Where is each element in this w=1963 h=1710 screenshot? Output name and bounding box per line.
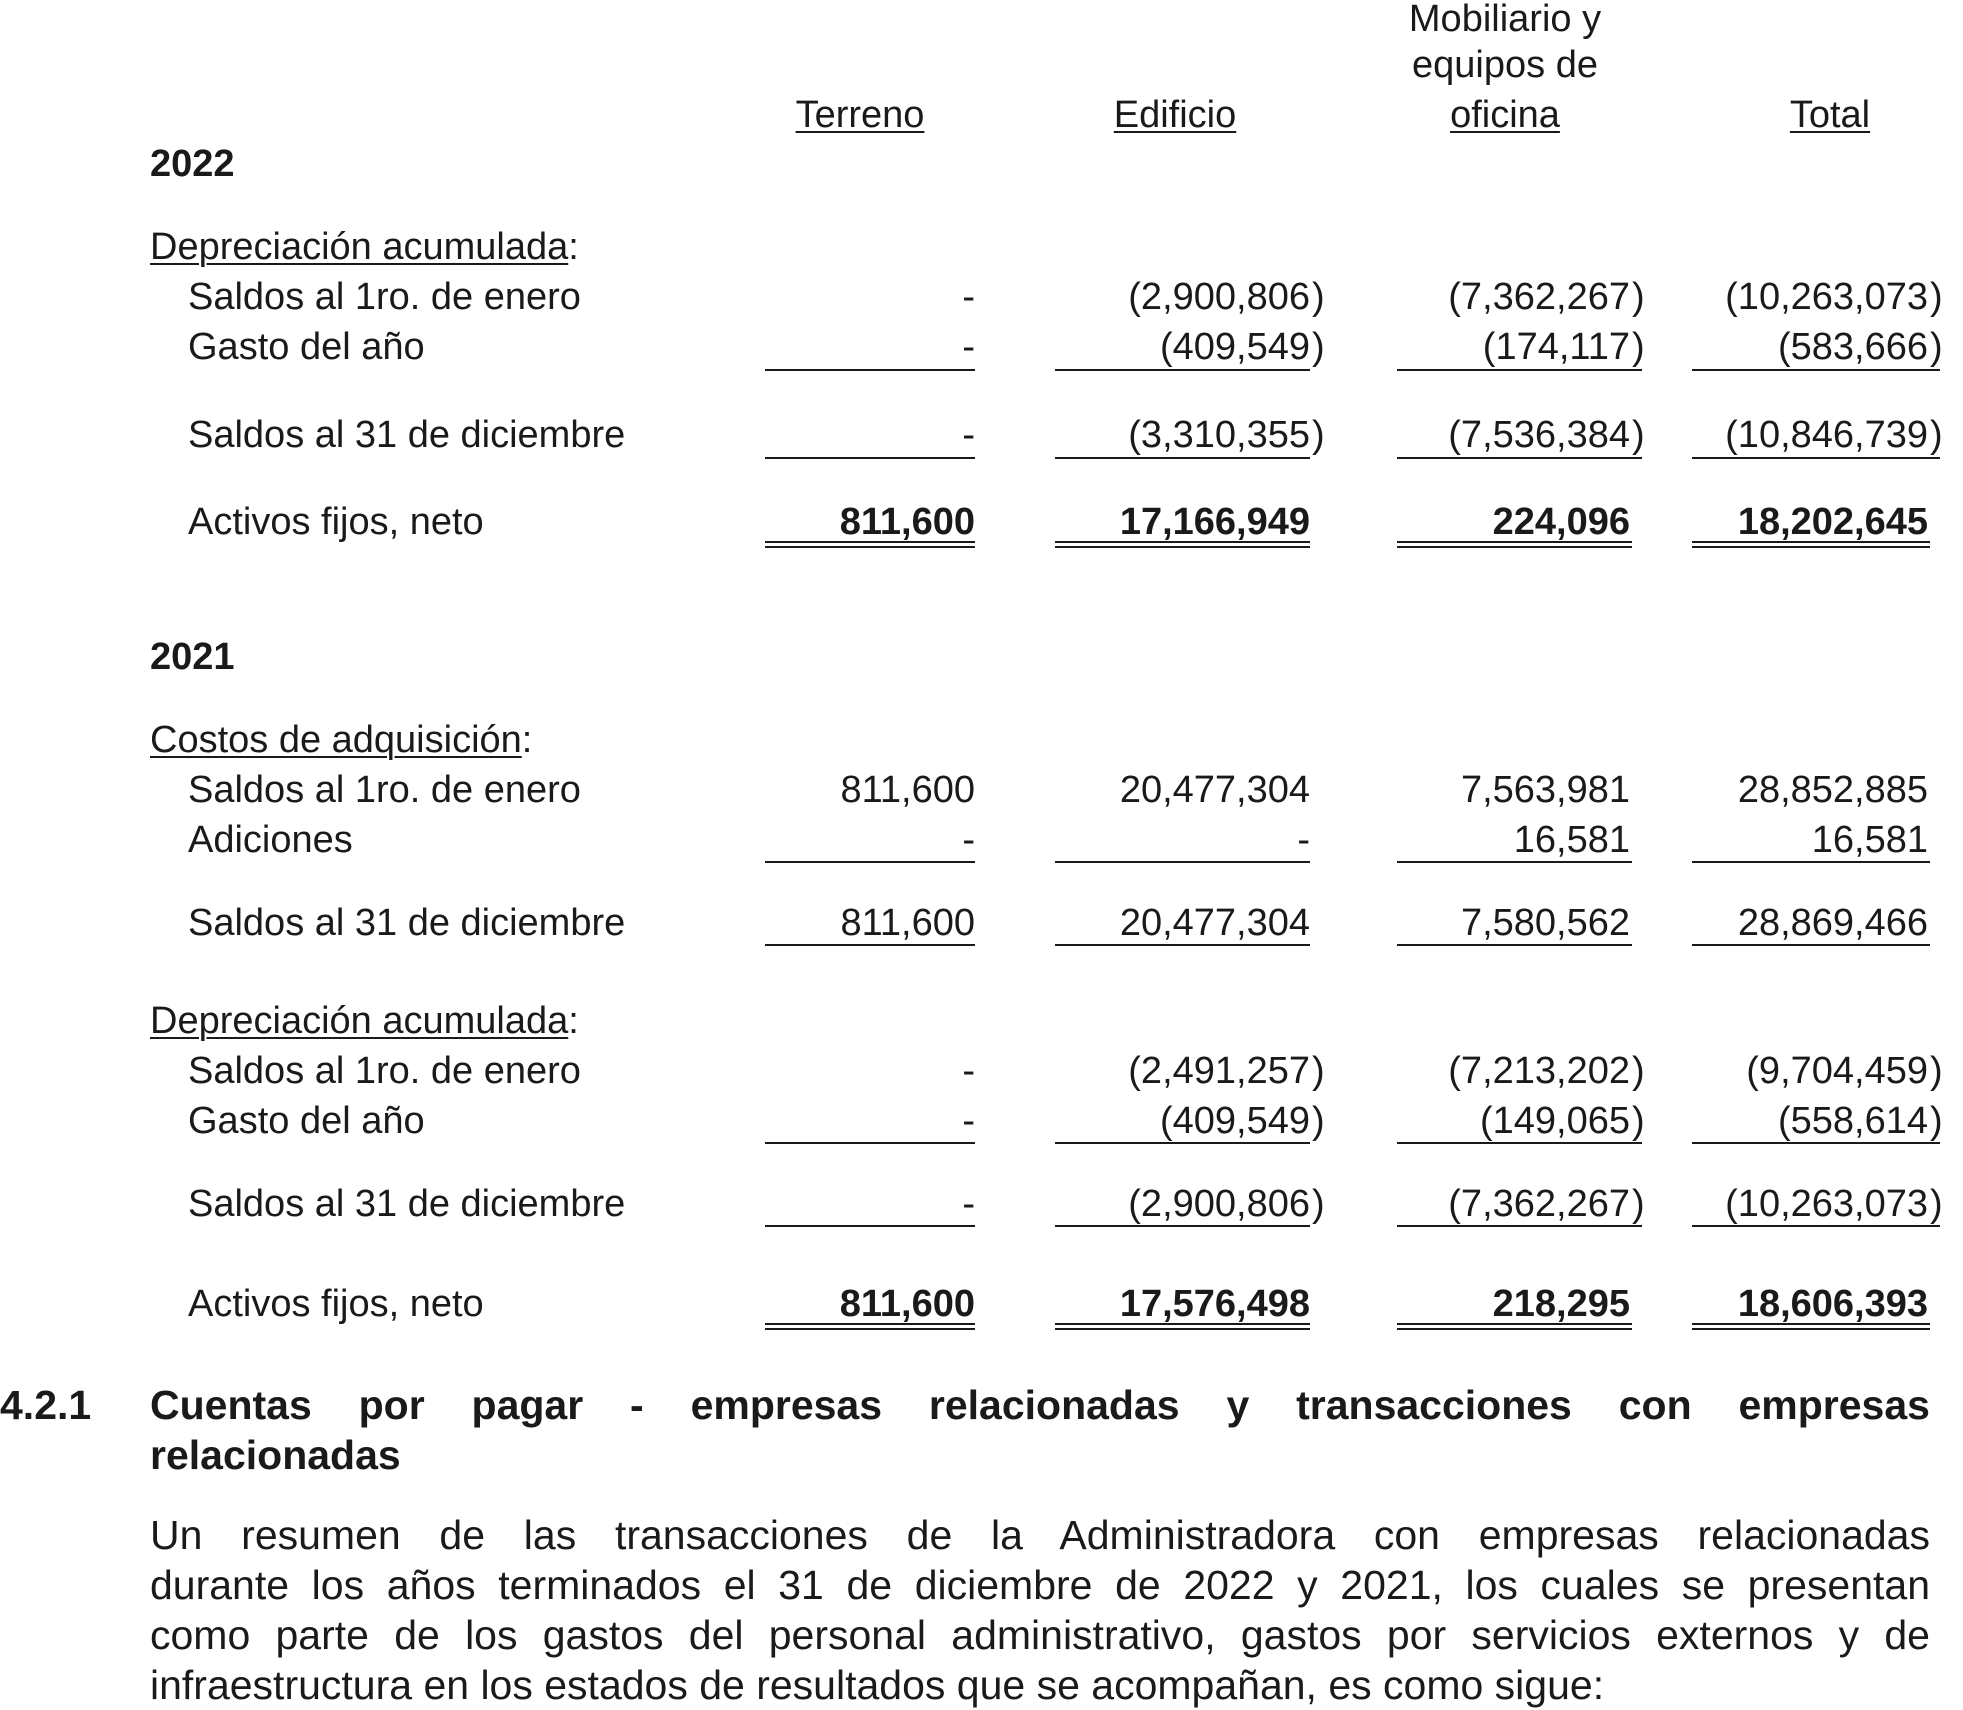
dep-acumulada-2022-title: Depreciación acumulada: xyxy=(150,226,579,268)
title-word: - xyxy=(630,1382,644,1428)
paren: ) xyxy=(1632,276,1645,318)
dep-acumulada-2021-title: Depreciación acumulada: xyxy=(150,1000,579,1042)
paren: ) xyxy=(1930,1183,1943,1225)
paren: ) xyxy=(1312,414,1325,456)
rule xyxy=(1397,1225,1642,1227)
rule xyxy=(765,944,975,946)
paren: ) xyxy=(1930,414,1943,456)
section-title-line2: relacionadas xyxy=(150,1432,401,1478)
paren: ) xyxy=(1930,276,1943,318)
paren: ) xyxy=(1930,1100,1943,1142)
double-rule xyxy=(1055,1323,1310,1330)
section-title-line1 xyxy=(150,1382,1930,1428)
rule xyxy=(765,457,975,459)
cell-2021-dep-gasto-terreno: - xyxy=(962,1100,975,1142)
header-edificio: Edificio xyxy=(1113,94,1237,136)
row-label-2022-saldo-inicial: Saldos al 1ro. de enero xyxy=(188,276,581,318)
cell-2022-gasto-edificio: (409,549 xyxy=(1159,326,1310,368)
rule xyxy=(765,861,975,863)
cell-2022-saldo-final-terreno: - xyxy=(962,414,975,456)
title-word: y xyxy=(1226,1382,1250,1428)
cell-2021-adiciones-terreno: - xyxy=(962,819,975,861)
row-label-2022-gasto: Gasto del año xyxy=(188,326,425,368)
title-word: con xyxy=(1618,1382,1692,1428)
rule xyxy=(1055,944,1310,946)
double-rule xyxy=(1055,541,1310,548)
cell-2021-adiciones-mobiliario: 16,581 xyxy=(1513,819,1630,861)
cell-2021-neto-total: 18,606,393 xyxy=(1737,1283,1928,1325)
paragraph-line: como parte de los gastos del personal administrativo, gastos por servicios externos y de xyxy=(150,1612,1930,1658)
cell-2021-costo-final-terreno: 811,600 xyxy=(840,902,975,944)
title-word: por xyxy=(358,1382,425,1428)
rule xyxy=(1055,1142,1310,1144)
year-2022-heading: 2022 xyxy=(150,143,235,185)
double-rule xyxy=(1692,1323,1930,1330)
cell-2021-dep-final-total: (10,263,073 xyxy=(1725,1183,1928,1225)
paren: ) xyxy=(1930,1050,1943,1092)
cell-2021-adiciones-edificio: - xyxy=(1297,819,1310,861)
rule xyxy=(1692,369,1940,371)
cell-2021-dep-final-edificio: (2,900,806 xyxy=(1128,1183,1310,1225)
section-number: 4.2.1 xyxy=(0,1382,92,1428)
cell-2022-neto-mobiliario: 224,096 xyxy=(1492,501,1630,543)
rule xyxy=(1692,1142,1940,1144)
double-rule xyxy=(1397,541,1632,548)
cell-2022-neto-total: 18,202,645 xyxy=(1737,501,1928,543)
paren: ) xyxy=(1312,326,1325,368)
cell-2021-dep-inicial-edificio: (2,491,257 xyxy=(1128,1050,1310,1092)
rule xyxy=(1692,1225,1940,1227)
cell-2021-costo-inicial-total: 28,852,885 xyxy=(1737,769,1928,811)
rule xyxy=(1055,369,1310,371)
rule xyxy=(1692,457,1940,459)
cell-2021-costo-inicial-edificio: 20,477,304 xyxy=(1119,769,1310,811)
cell-2021-dep-gasto-total: (558,614 xyxy=(1777,1100,1928,1142)
cell-2021-neto-terreno: 811,600 xyxy=(839,1283,975,1325)
cell-2021-costo-final-total: 28,869,466 xyxy=(1737,902,1928,944)
cell-2022-gasto-mobiliario: (174,117 xyxy=(1482,326,1630,368)
cell-2022-gasto-terreno: - xyxy=(962,326,975,368)
cell-2021-neto-mobiliario: 218,295 xyxy=(1492,1283,1630,1325)
paren: ) xyxy=(1930,326,1943,368)
paren: ) xyxy=(1312,276,1325,318)
row-label-2021-dep-gasto: Gasto del año xyxy=(188,1100,425,1142)
cell-2021-costo-final-edificio: 20,477,304 xyxy=(1119,902,1310,944)
cell-2022-saldo-final-edificio: (3,310,355 xyxy=(1128,414,1310,456)
header-total: Total xyxy=(1789,94,1871,136)
header-mobiliario-line2: equipos de xyxy=(1412,44,1598,86)
rule xyxy=(1692,861,1930,863)
cell-2021-costo-inicial-mobiliario: 7,563,981 xyxy=(1460,769,1630,811)
paren: ) xyxy=(1312,1183,1325,1225)
paren: ) xyxy=(1312,1100,1325,1142)
header-mobiliario-line1: Mobiliario y xyxy=(1408,0,1602,40)
row-label-2022-neto: Activos fijos, neto xyxy=(188,501,484,543)
cell-2022-saldo-inicial-edificio: (2,900,806 xyxy=(1128,276,1310,318)
paren: ) xyxy=(1632,326,1645,368)
cell-2021-costo-inicial-terreno: 811,600 xyxy=(840,769,975,811)
year-2021-heading: 2021 xyxy=(150,636,235,678)
cell-2021-dep-inicial-mobiliario: (7,213,202 xyxy=(1448,1050,1630,1092)
cell-2022-neto-terreno: 811,600 xyxy=(839,501,975,543)
cell-2021-dep-final-terreno: - xyxy=(962,1183,975,1225)
title-word: empresas xyxy=(690,1382,883,1428)
title-word: empresas xyxy=(1738,1382,1930,1428)
double-rule xyxy=(1397,1323,1632,1330)
cell-2022-saldo-final-total: (10,846,739 xyxy=(1725,414,1928,456)
cell-2021-adiciones-total: 16,581 xyxy=(1811,819,1928,861)
row-label-2022-saldo-final: Saldos al 31 de diciembre xyxy=(188,414,626,456)
paren: ) xyxy=(1632,414,1645,456)
rule xyxy=(1397,1142,1642,1144)
cell-2022-saldo-inicial-mobiliario: (7,362,267 xyxy=(1448,276,1630,318)
cell-2022-saldo-final-mobiliario: (7,536,384 xyxy=(1448,414,1630,456)
paren: ) xyxy=(1312,1050,1325,1092)
rule xyxy=(1397,944,1632,946)
row-label-2021-costo-inicial: Saldos al 1ro. de enero xyxy=(188,769,581,811)
row-label-2021-adiciones: Adiciones xyxy=(188,819,353,861)
rule xyxy=(1055,861,1310,863)
title-word: Cuentas xyxy=(150,1382,312,1428)
paren: ) xyxy=(1632,1100,1645,1142)
row-label-2021-neto: Activos fijos, neto xyxy=(188,1283,484,1325)
cell-2021-costo-final-mobiliario: 7,580,562 xyxy=(1460,902,1630,944)
paren: ) xyxy=(1632,1050,1645,1092)
header-terreno: Terreno xyxy=(795,94,925,136)
cell-2022-gasto-total: (583,666 xyxy=(1777,326,1928,368)
cell-2022-neto-edificio: 17,166,949 xyxy=(1119,501,1310,543)
cell-2021-dep-inicial-total: (9,704,459 xyxy=(1746,1050,1928,1092)
double-rule xyxy=(765,1323,975,1330)
row-label-2021-dep-inicial: Saldos al 1ro. de enero xyxy=(188,1050,581,1092)
rule xyxy=(1055,457,1310,459)
rule xyxy=(765,1225,975,1227)
cell-2021-dep-gasto-mobiliario: (149,065 xyxy=(1479,1100,1630,1142)
cell-2021-dep-gasto-edificio: (409,549 xyxy=(1159,1100,1310,1142)
paragraph-line: infraestructura en los estados de resultados que se acompañan, es como sigue: xyxy=(150,1662,1605,1708)
double-rule xyxy=(1692,541,1930,548)
rule xyxy=(765,369,975,371)
title-word: pagar xyxy=(471,1382,584,1428)
paragraph-line: Un resumen de las transacciones de la Administradora con empresas relacionadas xyxy=(150,1512,1930,1558)
rule xyxy=(1397,457,1642,459)
rule xyxy=(1692,944,1930,946)
rule xyxy=(1397,369,1642,371)
cell-2021-dep-inicial-terreno: - xyxy=(962,1050,975,1092)
paren: ) xyxy=(1632,1183,1645,1225)
cell-2021-neto-edificio: 17,576,498 xyxy=(1119,1283,1310,1325)
row-label-2021-dep-final: Saldos al 31 de diciembre xyxy=(188,1183,626,1225)
paragraph-line: durante los años terminados el 31 de diciembre de 2022 y 2021, los cuales se presentan xyxy=(150,1562,1930,1608)
cell-2022-saldo-inicial-total: (10,263,073 xyxy=(1725,276,1928,318)
double-rule xyxy=(765,541,975,548)
rule xyxy=(1397,861,1632,863)
cell-2021-dep-final-mobiliario: (7,362,267 xyxy=(1448,1183,1630,1225)
rule xyxy=(765,1142,975,1144)
title-word: transacciones xyxy=(1296,1382,1572,1428)
rule xyxy=(1055,1225,1310,1227)
title-word: relacionadas xyxy=(928,1382,1180,1428)
row-label-2021-costo-final: Saldos al 31 de diciembre xyxy=(188,902,626,944)
costos-adquisicion-title: Costos de adquisición: xyxy=(150,719,533,761)
cell-2022-saldo-inicial-terreno: - xyxy=(962,276,975,318)
header-mobiliario-line3: oficina xyxy=(1450,94,1560,136)
